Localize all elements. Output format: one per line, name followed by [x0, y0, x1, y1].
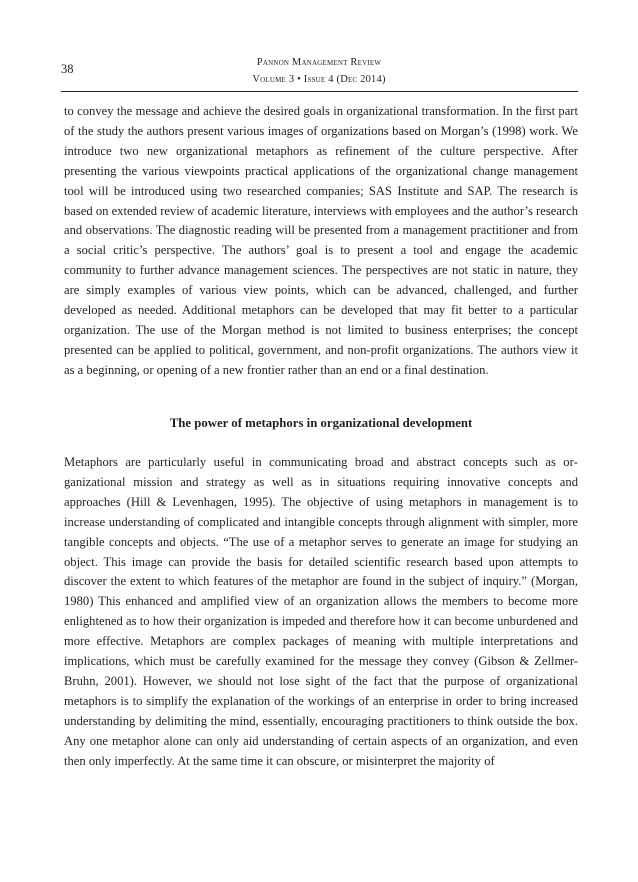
journal-title: Pannon Management Review	[256, 57, 382, 68]
body-paragraph-1: to convey the message and achieve the desired goals in organizational transformation. In the first part of the study the authors present various images of organizations based on Morgan’s (1998) work. We introduce two new organizational metaphors as refinement of the culture perspective. After presenting the various viewpoints practical applications of the organizational change management tool will be introduced using two researched companies; SAS Institute and SAP. The research is based on extended review of academic literature, interviews with employees and the author’s research and observations. The diagnostic reading will be presented from a management practitioner and from a social critic’s perspective. The authors’ goal is to present a tool and engage the academic community to further advance management sciences. The perspectives are not static in nature, they are simply examples of various view points, which can be advanced, challenged, and further developed as needed. Additional metaphors can be developed that may fit better to a particular organization. The use of the Morgan method is not limited to business enterprises; the concept presented can be applied to political, government, and non-profit organizations. The authors view it as a beginning, or opening of a new frontier rather than an end or a final destination.	[64, 104, 578, 377]
issue-info: Volume 3 • Issue 4 (Dec 2014)	[252, 74, 386, 85]
running-head	[150, 54, 488, 88]
body-paragraph-2: Metaphors are particularly useful in communicating broad and abstract concepts such as organizational mission and strategy as well as in situations requiring innovative concepts and approaches (Hill & Levenhagen, 1995). The objective of using metaphors in management is to increase understanding of complicated and intangible concepts through alignment with simpler, more tangible concepts and objects. “The use of a metaphor serves to generate an image for studying an object. This image can provide the basis for detailed scientific research based upon attempts to discover the extent to which features of the metaphor are found in the subject of inquiry.” (Morgan, 1980) This enhanced and amplified view of an organization allows the members to become more enlightened as to how their organization is impeded and therefore how it can become unburdened and more effective. Metaphors are complex packages of meaning with multiple interpretations and implications, which must be carefully examined for the message they convey (Gibson & Zellmer-Bruhn, 2001). However, we should not lose sight of the fact that the purpose of organizational metaphors is to simplify the explanation of the workings of an enterprise in order to bring increased understanding by delimiting the mind, essentially, encouraging practitioners to think outside the box. Any one metaphor alone can only aid understanding of certain aspects of an organization, and even then only imperfectly. At the same time it can obscure, or misinterpret the majority of	[64, 455, 578, 768]
header-rule	[61, 91, 578, 92]
section-heading: The power of metaphors in organizational development	[169, 416, 473, 430]
page-number: 38	[61, 62, 74, 76]
